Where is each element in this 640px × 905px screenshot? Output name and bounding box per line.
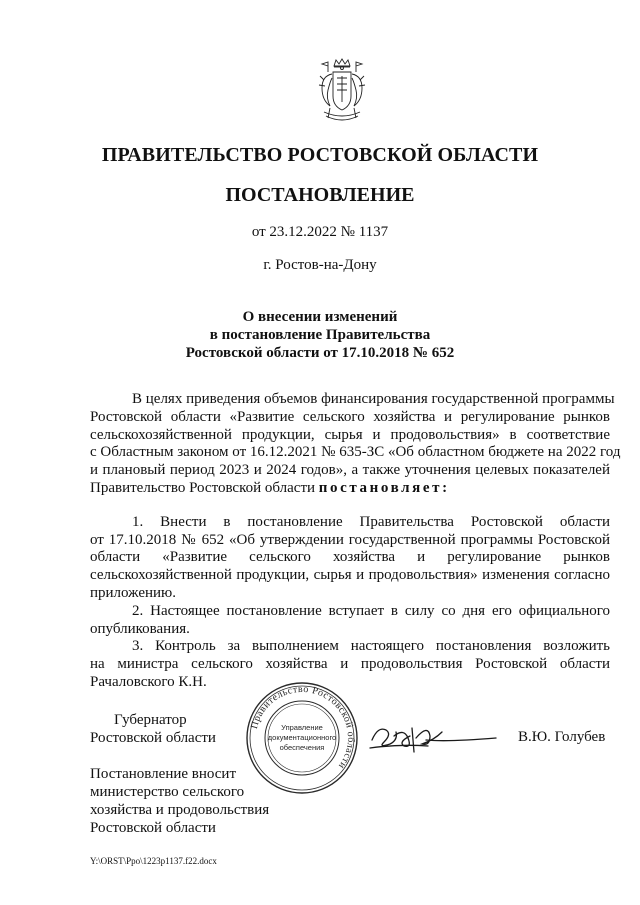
item-line: 3. Контроль за выполнением настоящего постановления возложить <box>132 638 610 655</box>
item-line: приложению. <box>90 584 177 601</box>
decree-item-1 <box>90 514 610 603</box>
document-date-number: от 23.12.2022 № 1137 <box>251 224 389 240</box>
subject-line: Ростовской области от 17.10.2018 № 652 <box>185 345 455 361</box>
preamble-line: и плановый период 2023 и 2024 годов», а также уточнения целевых показателей <box>90 462 610 479</box>
item-line: на министра сельского хозяйства и продовольствия Ростовской области <box>90 656 610 673</box>
decree-word: постановляет: <box>318 479 450 496</box>
item-line: 1. Внести в постановление Правительства Ростовской области <box>132 513 610 530</box>
item-line: опубликования. <box>90 620 190 637</box>
preamble-last-line <box>90 480 610 498</box>
handwritten-signature <box>368 718 498 758</box>
prepared-by-line: Постановление вносит <box>90 766 237 782</box>
document-subject <box>0 308 640 362</box>
subject-line: в постановление Правительства <box>209 327 431 343</box>
preamble-line: сельскохозяйственной продукции, сырья и продовольствия» в соответствие <box>90 426 610 443</box>
item-line: Рачаловского К.Н. <box>90 673 207 690</box>
seal-center-line: обеспечения <box>279 743 325 752</box>
seal-center-line: документационного <box>267 733 337 742</box>
document-type: ПОСТАНОВЛЕНИЕ <box>225 184 415 206</box>
item-line: от 17.10.2018 № 652 «Об утверждении государственной программы Ростовской <box>90 531 610 548</box>
seal-ring-text: Правительство Ростовской области <box>248 683 357 772</box>
document-body <box>90 391 621 692</box>
item-line: 2. Настоящее постановление вступает в силу со дня его официального <box>132 602 610 619</box>
decree-item-2 <box>90 603 610 639</box>
signatory-title <box>90 711 216 747</box>
signatory-title-line: Губернатор <box>114 712 187 728</box>
preamble-paragraph <box>90 391 621 498</box>
decree-items <box>90 514 610 692</box>
item-line: сельскохозяйственной продукции, сырья и продовольствия» изменения согласно <box>90 567 610 584</box>
signatory-name: В.Ю. Голубев <box>518 729 606 745</box>
organization-title: ПРАВИТЕЛЬСТВО РОСТОВСКОЙ ОБЛАСТИ <box>101 144 539 166</box>
file-path-footer: Y:\ORST\Ppo\1223p1137.f22.docx <box>90 856 217 866</box>
prepared-by-line: министерство сельского <box>90 784 245 800</box>
item-line: области «Развитие сельского хозяйства и регулирование рынков <box>90 549 610 566</box>
signatory-title-line: Ростовской области <box>90 730 216 746</box>
prepared-by-line: Ростовской области <box>90 820 216 836</box>
subject-line: О внесении изменений <box>242 309 398 325</box>
prepared-by-block <box>90 765 269 837</box>
preamble-line: Правительство Ростовской области <box>90 479 319 496</box>
preamble-line: В целях приведения объемов финансирования государственной программы <box>132 391 615 407</box>
preamble-line: Ростовской области «Развитие сельского хозяйства и регулирование рынков <box>90 408 610 425</box>
prepared-by-line: хозяйства и продовольствия <box>90 802 270 818</box>
coat-of-arms-icon <box>316 58 368 128</box>
preamble-line: с Областным законом от 16.12.2021 № 635-ЗС «Об областном бюджете на 2022 год <box>90 444 621 461</box>
document-place: г. Ростов-на-Дону <box>263 257 377 273</box>
seal-center-line: Управление <box>281 723 323 732</box>
